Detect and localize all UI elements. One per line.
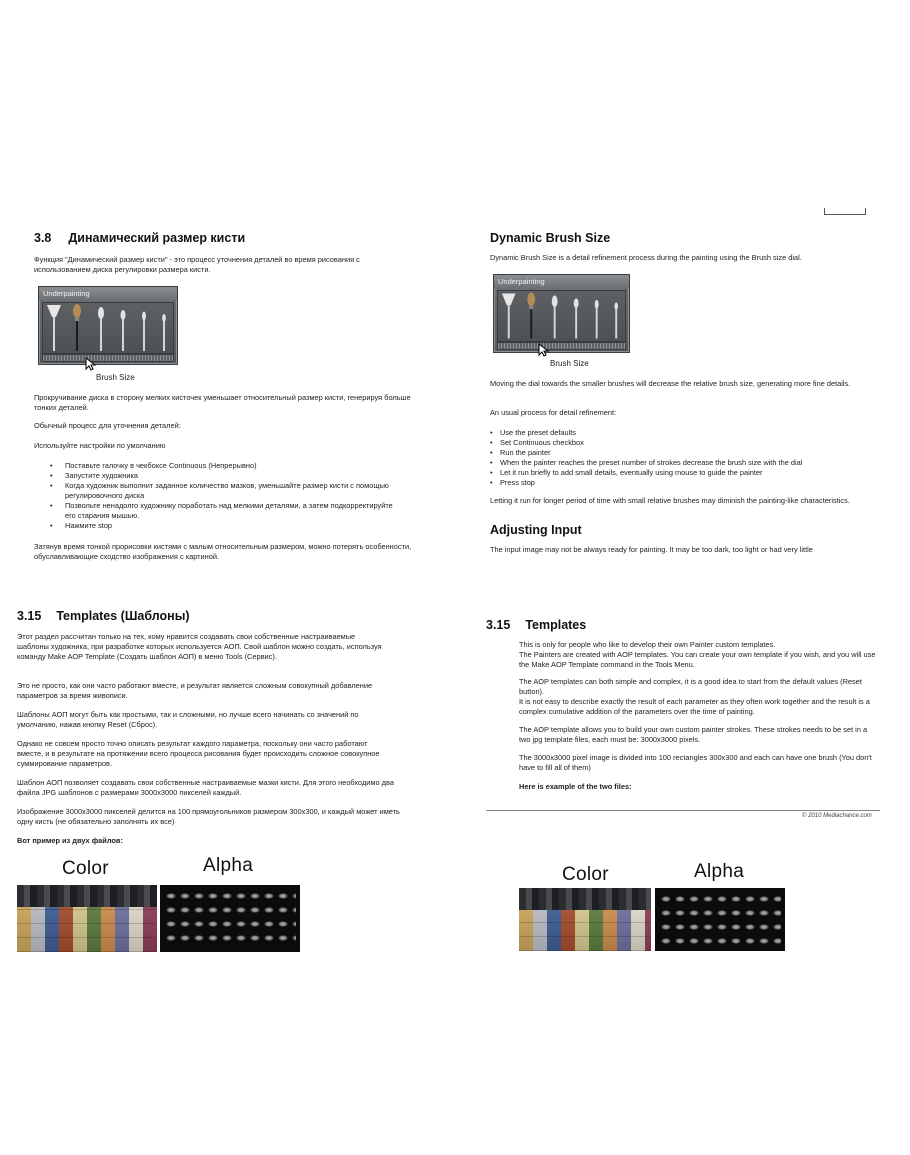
intro-paragraph: Dynamic Brush Size is a detail refinement process during the painting using the Brush size dial. xyxy=(490,253,802,262)
paragraph: Letting it run for longer period of time with small relative brushes may diminish the painting-like characteristics. xyxy=(490,496,850,505)
paragraph: The 3000x3000 pixel image is divided into 100 rectangles 300x300 and each can have one brush (You don't have to fill all of them) xyxy=(519,753,872,772)
paragraph: An usual process for detail refinement: xyxy=(490,408,617,417)
brushes-icon xyxy=(498,291,625,341)
brushes-icon xyxy=(43,303,173,353)
intro-paragraph: Функция "Динамический размер кисти" - это процесс уточнения деталей во время рисования с использованием диска регулировки размера кисти. xyxy=(34,255,360,274)
underpainting-panel xyxy=(38,286,178,365)
alpha-template-image xyxy=(160,885,300,952)
section-number: 3.8 xyxy=(34,231,52,245)
paragraph: Moving the dial towards the smaller brushes will decrease the relative brush size, generating more fine details. xyxy=(490,379,851,388)
panel-title: Underpainting xyxy=(39,287,177,300)
list-item: • Когда художник выполнит заданное количество мазков, уменьшайте размер кисти с помощью регулировочного диска xyxy=(48,481,403,501)
paragraph: Шаблон АОП позволяет создавать свои собственные настраиваемые мазки кисти. Для этого необходимо два файла JPG шаблонов с размерами 3000x3000 пикселей каждый. xyxy=(17,778,394,797)
list-item: • Нажмите stop xyxy=(48,521,403,531)
brush-row xyxy=(497,290,626,342)
section-title: Templates xyxy=(525,618,587,632)
list-item: • Позвольте ненадолго художнику поработать над мелкими деталями, а затем подкорректируйте его старания мышью. xyxy=(48,501,403,521)
paragraph: Прокручивание диска в сторону мелких кисточек уменьшает относительный размер кисти, генерируя больше тонких деталей. xyxy=(34,393,411,412)
cursor-arrow-icon xyxy=(85,357,97,371)
paragraph: Шаблоны АОП могут быть как простыми, так и сложными, но лучше всего начинать со значений по умолчанию, нажав кнопку Reset (Сброс). xyxy=(17,710,359,729)
paragraph: Однако не совсем просто точно описать результат каждого параметра, поскольку они часто работают вместе, и в результате на протяжении всего процесса рисования будет происходить сложное совокупное суммирование параметров. xyxy=(17,739,380,768)
example-label: Вот пример из двух файлов: xyxy=(17,836,123,845)
section-title: Templates (Шаблоны) xyxy=(56,609,190,623)
paragraph: Этот раздел рассчитан только на тех, кому нравится создавать свои собственные настраиваемые шаблоны художника, при разработке которых используется АОП. Свой шаблон можно создать, используя команду Make AOP Template (Создать шаблон АОП) в меню Tools (Сервис). xyxy=(17,632,382,661)
bullet-list xyxy=(48,461,403,531)
brush-size-dial[interactable] xyxy=(497,342,626,350)
section-heading-ru-3-15 xyxy=(17,609,190,623)
alpha-label: Alpha xyxy=(203,855,254,876)
paragraph xyxy=(519,677,879,717)
paragraph: Изображение 3000x3000 пикселей делится на 100 прямоугольников размером 300x300, и каждый может иметь одну кисть (не обязательно заполнять их все) xyxy=(17,807,400,826)
list-item: • When the painter reaches the preset number of strokes decrease the brush size with the dial xyxy=(490,458,870,468)
section-number: 3.15 xyxy=(486,618,511,632)
brush-size-dial[interactable] xyxy=(42,354,174,362)
paragraph-line: The Painters are created with AOP templates. You can create your own template if you wish, and you will use the Make AOP Template command in the Tools Menu. xyxy=(519,650,876,669)
brush-row xyxy=(42,302,174,354)
brush-size-caption: Brush Size xyxy=(550,359,589,368)
bullet-list xyxy=(490,428,870,488)
paragraph: Обычный процесс для уточнения деталей: xyxy=(34,421,181,430)
list-item: • Let it run briefly to add small details, eventually using mouse to guide the painter xyxy=(490,468,870,478)
alpha-template-image xyxy=(655,888,785,951)
paragraph-line: This is only for people who like to develop their own Painter custom templates. xyxy=(519,640,776,649)
section-heading-ru-3-8 xyxy=(34,231,245,245)
paragraph: Используйте настройки по умолчанию xyxy=(34,441,166,450)
section-number: 3.15 xyxy=(17,609,42,623)
paragraph: The input image may not be always ready for painting. It may be too dark, too light or had very little xyxy=(490,545,813,554)
paragraph-line: The AOP templates can both simple and complex, it is a good idea to start from the default values (Reset button). xyxy=(519,677,862,696)
footer-rule xyxy=(486,810,880,811)
color-label: Color xyxy=(562,864,609,885)
color-template-image xyxy=(519,888,651,951)
subheading-adjusting-input: Adjusting Input xyxy=(490,523,582,537)
paragraph: Затянув время тонкой прорисовки кистями с малым относительным размером, можно потерять особенности, обуславливающие сходство изображения с картиной. xyxy=(34,542,412,561)
paragraph xyxy=(519,640,879,670)
panel-title: Underpainting xyxy=(494,275,629,288)
list-item: • Run the painter xyxy=(490,448,870,458)
section-heading-dynamic-brush-size: Dynamic Brush Size xyxy=(490,231,611,245)
page-number-box xyxy=(824,208,866,215)
list-item: • Set Continuous checkbox xyxy=(490,438,870,448)
paragraph: Это не просто, как они часто работают вместе, и результат является сложным совокупный добавление параметров за время живописи. xyxy=(17,681,373,700)
list-item: • Use the preset defaults xyxy=(490,428,870,438)
list-item: • Запустите художника xyxy=(48,471,403,481)
copyright-text: © 2010 Mediachance.com xyxy=(802,813,872,819)
example-label: Here is example of the two files: xyxy=(519,782,632,791)
color-template-image xyxy=(17,885,157,952)
brush-size-caption: Brush Size xyxy=(96,373,135,382)
underpainting-panel xyxy=(493,274,630,353)
list-item: • Press stop xyxy=(490,478,870,488)
alpha-label: Alpha xyxy=(694,861,745,882)
paragraph: The AOP template allows you to build your own custom painter strokes. These strokes needs to be set in a two jpg template files, each must be: 3000x3000 pixels. xyxy=(519,725,868,744)
color-label: Color xyxy=(62,858,109,879)
section-title: Динамический размер кисти xyxy=(68,231,246,245)
list-item: • Поставьте галочку в чекбоксе Continuous (Непрерывно) xyxy=(48,461,403,471)
paragraph-line: It is not easy to describe exactly the result of each parameter as they often work together and the result is a complex cumulative addition of the parameters over the time of painting. xyxy=(519,697,870,716)
section-heading-3-15-templates xyxy=(486,618,586,632)
cursor-arrow-icon xyxy=(538,343,550,357)
